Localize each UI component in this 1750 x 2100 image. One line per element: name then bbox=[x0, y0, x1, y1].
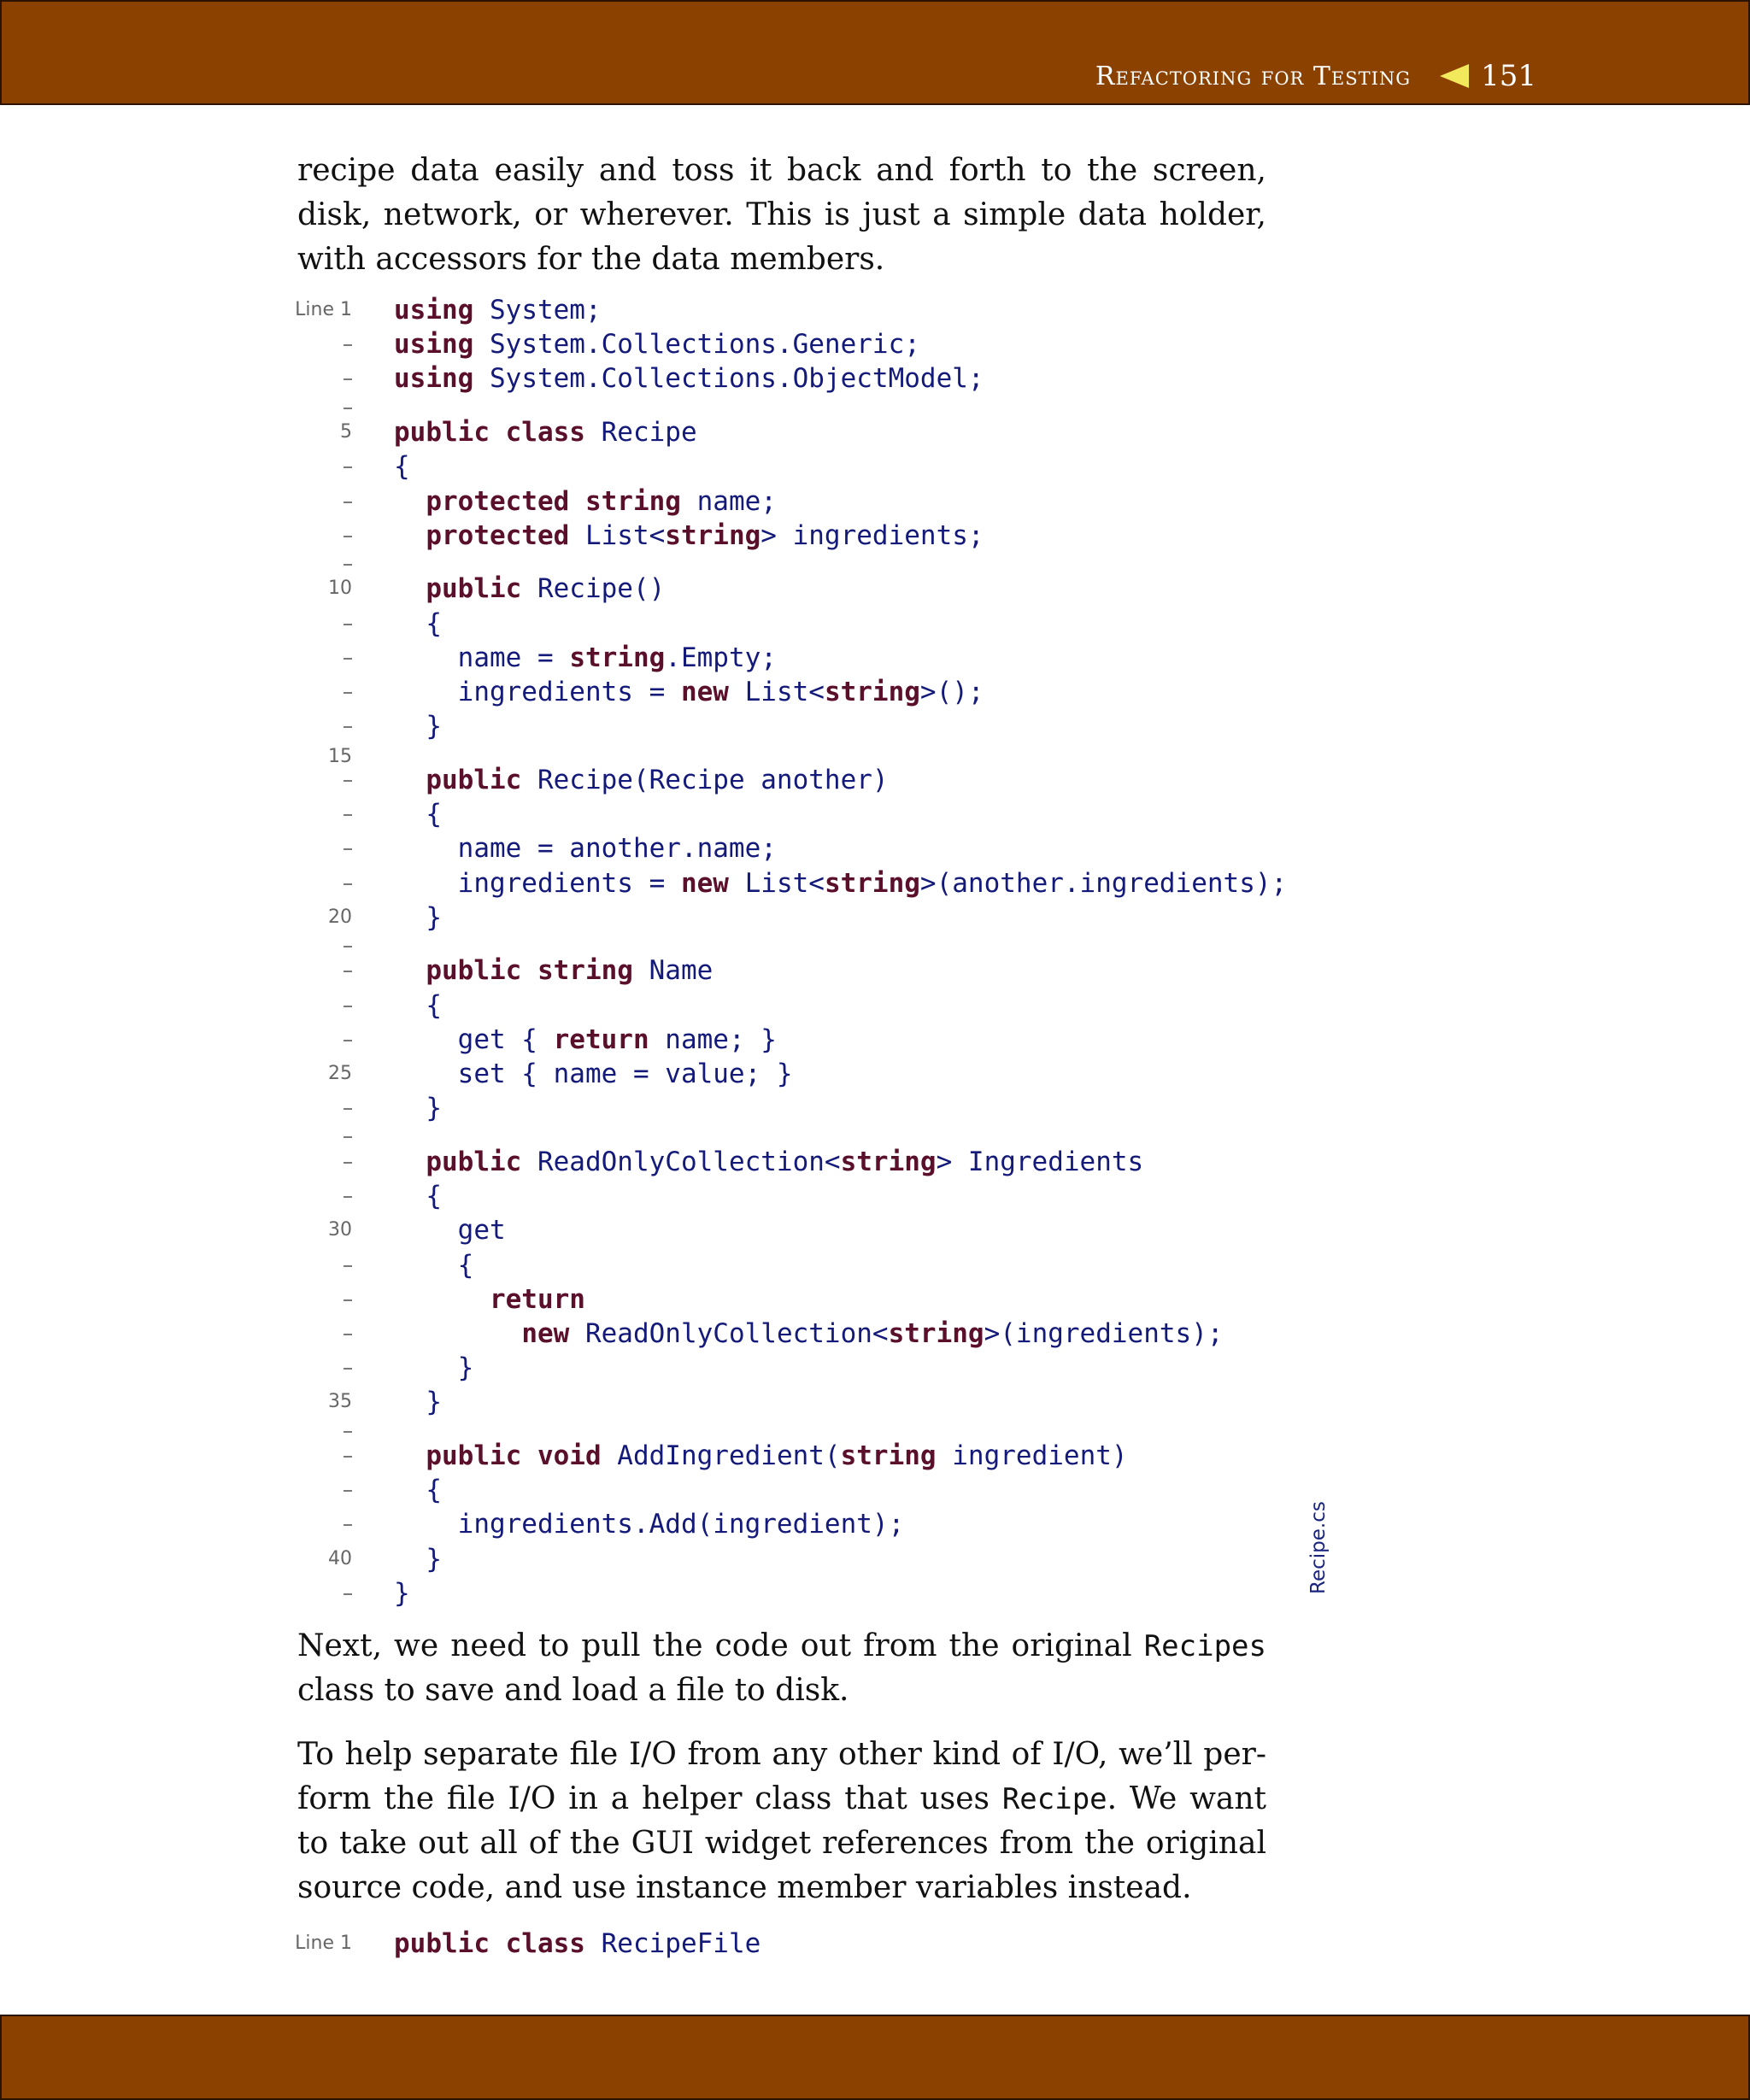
code-text bbox=[394, 1439, 1128, 1473]
line-marker-tick bbox=[344, 1196, 352, 1198]
code-line bbox=[0, 607, 1265, 641]
code-line bbox=[0, 831, 1265, 865]
code-line bbox=[0, 1507, 1265, 1541]
code-text bbox=[394, 293, 602, 327]
line-marker-tick bbox=[344, 1040, 352, 1041]
code-token: set { name = value; } bbox=[394, 1059, 793, 1089]
code-text bbox=[394, 1927, 760, 1961]
code-keyword: return bbox=[489, 1283, 585, 1315]
line-number: 35 bbox=[328, 1391, 352, 1413]
code-line bbox=[0, 1473, 1265, 1507]
code-keyword: public bbox=[426, 573, 522, 605]
code-token: Recipe(Recipe another) bbox=[521, 764, 889, 795]
code-token bbox=[394, 1318, 521, 1349]
code-text bbox=[394, 484, 777, 519]
line-marker-tick bbox=[344, 1136, 352, 1138]
code-line bbox=[0, 675, 1265, 709]
running-header bbox=[940, 53, 1536, 99]
code-keyword: new bbox=[680, 677, 729, 707]
code-token bbox=[394, 1147, 426, 1177]
code-line bbox=[0, 1282, 1265, 1317]
code-keyword: public class bbox=[394, 1928, 585, 1959]
code-token: { bbox=[394, 1249, 474, 1281]
code-token: System; bbox=[473, 295, 602, 326]
code-line bbox=[0, 1351, 1265, 1385]
code-keyword: public bbox=[426, 1146, 522, 1177]
code-token: List< bbox=[728, 867, 825, 899]
code-token: name; } bbox=[649, 1024, 777, 1055]
code-text bbox=[394, 415, 697, 449]
code-text bbox=[394, 519, 984, 553]
code-keyword: new bbox=[521, 1317, 570, 1349]
code-token: ingredients = bbox=[394, 867, 681, 899]
code-keyword: string bbox=[840, 1440, 937, 1471]
code-text bbox=[394, 1213, 506, 1247]
code-text bbox=[394, 1179, 442, 1213]
code-token: >(another.ingredients); bbox=[919, 867, 1288, 899]
code-line bbox=[0, 1439, 1265, 1473]
code-token: } bbox=[394, 1543, 442, 1575]
line-marker-tick bbox=[344, 378, 352, 380]
line-number: 10 bbox=[328, 578, 352, 600]
code-token: } bbox=[394, 1352, 474, 1384]
code-token: List< bbox=[728, 677, 825, 707]
code-token: System.Collections.Generic; bbox=[473, 329, 920, 361]
code-keyword: public class bbox=[394, 417, 585, 449]
code-text bbox=[394, 709, 442, 743]
line-marker-tick bbox=[344, 1456, 352, 1458]
line-number: 40 bbox=[328, 1547, 352, 1569]
code-text bbox=[394, 1542, 442, 1576]
sep-line-2b: . We want bbox=[1107, 1781, 1266, 1816]
code-line bbox=[0, 866, 1288, 900]
code-line bbox=[0, 709, 1265, 743]
code-keyword: protected string bbox=[426, 485, 681, 517]
code-text bbox=[394, 900, 442, 935]
code-token: } bbox=[394, 711, 442, 742]
code-text bbox=[394, 797, 442, 831]
code-line bbox=[0, 1213, 1265, 1247]
line-marker-tick bbox=[344, 1524, 352, 1526]
code-text bbox=[394, 763, 889, 797]
code-token: { bbox=[394, 989, 442, 1021]
line-number: 30 bbox=[328, 1219, 352, 1241]
code-token: ReadOnlyCollection< bbox=[569, 1317, 889, 1349]
footer-band bbox=[0, 2015, 1750, 2100]
code-token: { bbox=[394, 607, 442, 639]
line-marker-tick bbox=[344, 1593, 352, 1595]
code-line bbox=[0, 1248, 1265, 1282]
line-marker-tick bbox=[344, 848, 352, 850]
code-text bbox=[394, 1057, 793, 1091]
code-token: { bbox=[394, 1181, 442, 1212]
code-text bbox=[394, 572, 665, 606]
code-token bbox=[394, 486, 426, 517]
code-line bbox=[0, 900, 1265, 935]
code-keyword: string bbox=[569, 642, 666, 673]
previous-arrow-icon bbox=[1440, 64, 1469, 88]
line-marker-tick bbox=[344, 1299, 352, 1301]
code-token: >(ingredients); bbox=[984, 1317, 1224, 1349]
code-token: } bbox=[394, 1093, 442, 1124]
line-marker-tick bbox=[344, 1490, 352, 1492]
code-text bbox=[394, 1576, 410, 1610]
code-token bbox=[394, 955, 426, 986]
code-token bbox=[394, 520, 426, 551]
line-number: 25 bbox=[328, 1063, 352, 1084]
code-line bbox=[0, 953, 1265, 988]
code-text bbox=[394, 1023, 777, 1057]
code-token: { bbox=[394, 799, 442, 830]
code-line bbox=[0, 1542, 1265, 1576]
next-text-1: Next, we need to pull the code out from the original bbox=[297, 1628, 1144, 1663]
line-marker-tick bbox=[344, 344, 352, 346]
code-text bbox=[394, 607, 442, 641]
code-keyword: string bbox=[665, 519, 761, 551]
code-keyword: return bbox=[553, 1024, 649, 1055]
code-line bbox=[0, 1091, 1265, 1125]
line-number: 5 bbox=[340, 421, 352, 443]
code-token: ingredients = bbox=[394, 677, 681, 707]
inline-code-recipes: Recipes bbox=[1143, 1629, 1266, 1663]
code-text bbox=[394, 1282, 585, 1317]
line-marker-tick bbox=[344, 780, 352, 782]
chapter-title: Refactoring for Testing bbox=[1095, 61, 1412, 91]
line-marker-tick bbox=[344, 1368, 352, 1370]
intro-line-1: recipe data easily and toss it back and forth to the screen, bbox=[297, 153, 1266, 188]
code-token: .Empty; bbox=[665, 642, 777, 673]
intro-line-3: with accessors for the data members. bbox=[297, 242, 885, 277]
code-token bbox=[394, 573, 426, 604]
code-text bbox=[394, 641, 777, 675]
code-token bbox=[394, 1440, 426, 1471]
code-token: ReadOnlyCollection< bbox=[521, 1146, 841, 1177]
line-marker-tick bbox=[344, 1108, 352, 1110]
code-line bbox=[0, 1057, 1265, 1091]
code-token: Recipe bbox=[584, 417, 697, 449]
code-token: >(); bbox=[919, 677, 984, 707]
code-line bbox=[0, 449, 1265, 484]
code-text bbox=[394, 866, 1287, 900]
code-keyword: new bbox=[680, 867, 729, 899]
code-keyword: public void bbox=[426, 1440, 602, 1471]
code-keyword: protected bbox=[426, 519, 570, 551]
code-keyword: using bbox=[394, 329, 474, 361]
code-text bbox=[394, 953, 713, 988]
code-token: > Ingredients bbox=[936, 1146, 1144, 1177]
line-marker-tick bbox=[344, 946, 352, 947]
code-token bbox=[394, 765, 426, 795]
code-text bbox=[394, 1473, 442, 1507]
code-text bbox=[394, 988, 442, 1023]
code-line bbox=[0, 1023, 1265, 1057]
sep-line-3: to take out all of the GUI widget references from the original bbox=[297, 1826, 1266, 1861]
code-token: } bbox=[394, 1387, 442, 1418]
intro-paragraph bbox=[297, 149, 1266, 282]
code-line bbox=[0, 1576, 1265, 1610]
line-marker-tick bbox=[344, 1334, 352, 1335]
line-marker-tick bbox=[344, 814, 352, 816]
inline-code-recipe: Recipe bbox=[1001, 1782, 1107, 1816]
line-marker-tick bbox=[344, 1431, 352, 1433]
separation-paragraph bbox=[297, 1733, 1266, 1910]
code-text bbox=[394, 327, 920, 361]
code-text bbox=[394, 1091, 442, 1125]
code-token: } bbox=[394, 901, 442, 933]
code-token: { bbox=[394, 1475, 442, 1506]
line-number: Line 1 bbox=[295, 299, 352, 320]
line-marker-tick bbox=[344, 466, 352, 468]
code-token: System.Collections.ObjectModel; bbox=[473, 363, 984, 395]
line-number: 15 bbox=[328, 746, 352, 768]
code-line bbox=[0, 1385, 1265, 1419]
code-text bbox=[394, 449, 410, 484]
code-token: { bbox=[394, 451, 410, 483]
code-keyword: string bbox=[840, 1146, 937, 1177]
code-text bbox=[394, 831, 777, 865]
code-line bbox=[0, 1145, 1265, 1179]
code-text bbox=[394, 1385, 442, 1419]
code-text bbox=[394, 1317, 1224, 1351]
code-token: name = bbox=[394, 642, 570, 673]
line-marker-tick bbox=[344, 408, 352, 409]
code-line bbox=[0, 415, 1265, 449]
code-line bbox=[0, 763, 1265, 797]
code-text bbox=[394, 1507, 904, 1541]
code-token: get { bbox=[394, 1024, 554, 1055]
code-line bbox=[0, 988, 1265, 1023]
line-marker-tick bbox=[344, 1006, 352, 1007]
code-line bbox=[0, 293, 1265, 327]
code-line bbox=[0, 1317, 1265, 1351]
line-marker-tick bbox=[344, 1265, 352, 1267]
code-keyword: using bbox=[394, 295, 474, 326]
code-token: name; bbox=[680, 485, 777, 517]
code-token bbox=[394, 1284, 490, 1315]
code-keyword: public string bbox=[426, 955, 633, 987]
code-line bbox=[0, 484, 1265, 519]
code-line bbox=[0, 327, 1265, 361]
code-token: name = another.name; bbox=[394, 833, 777, 865]
code-text bbox=[394, 1248, 473, 1282]
line-marker-tick bbox=[344, 564, 352, 566]
code-text bbox=[394, 1351, 473, 1385]
code-keyword: using bbox=[394, 363, 474, 395]
code-line bbox=[0, 572, 1265, 606]
listing-filename: Recipe.cs bbox=[1307, 1501, 1330, 1594]
code-token: List< bbox=[569, 519, 666, 551]
next-paragraph bbox=[297, 1624, 1266, 1713]
code-text bbox=[394, 675, 984, 709]
code-line bbox=[0, 361, 1265, 396]
code-line bbox=[0, 797, 1265, 831]
sep-line-1: To help separate file I/O from any other kind of I/O, we’ll per- bbox=[297, 1737, 1266, 1772]
code-line bbox=[0, 519, 1265, 553]
line-marker-tick bbox=[344, 1162, 352, 1164]
code-keyword: public bbox=[426, 764, 522, 795]
code-line bbox=[0, 1179, 1265, 1213]
line-marker-tick bbox=[344, 726, 352, 728]
sep-line-2a: form the file I/O in a helper class that uses bbox=[297, 1781, 1002, 1816]
line-marker-tick bbox=[344, 971, 352, 972]
code-token: Recipe() bbox=[521, 573, 666, 605]
line-marker-tick bbox=[344, 692, 352, 694]
code-line bbox=[0, 641, 1265, 675]
code-token: > ingredients; bbox=[760, 519, 984, 551]
page-number: 151 bbox=[1481, 59, 1536, 93]
next-text-2: class to save and load a file to disk. bbox=[297, 1673, 849, 1708]
line-marker-tick bbox=[344, 502, 352, 503]
code-text bbox=[394, 361, 984, 396]
line-marker-tick bbox=[344, 536, 352, 537]
intro-line-2: disk, network, or wherever. This is just a simple data holder, bbox=[297, 197, 1266, 232]
code-token: get bbox=[394, 1215, 506, 1247]
code-token: AddIngredient( bbox=[601, 1440, 841, 1471]
line-marker-tick bbox=[344, 658, 352, 660]
line-marker-tick bbox=[344, 883, 352, 885]
code-text bbox=[394, 1145, 1143, 1179]
code-keyword: string bbox=[888, 1317, 984, 1349]
line-marker-tick bbox=[344, 624, 352, 625]
code-token: RecipeFile bbox=[584, 1928, 761, 1959]
line-number: Line 1 bbox=[295, 1933, 352, 1954]
code-token: } bbox=[394, 1577, 410, 1609]
sep-line-4: source code, and use instance member variables instead. bbox=[297, 1870, 1192, 1905]
code-keyword: string bbox=[824, 677, 920, 707]
code-keyword: string bbox=[824, 867, 920, 899]
line-number: 20 bbox=[328, 906, 352, 928]
code-token: ingredients.Add(ingredient); bbox=[394, 1509, 905, 1540]
code-token: Name bbox=[632, 955, 714, 987]
code-token: ingredient) bbox=[936, 1440, 1128, 1471]
code-line bbox=[0, 1927, 1265, 1961]
